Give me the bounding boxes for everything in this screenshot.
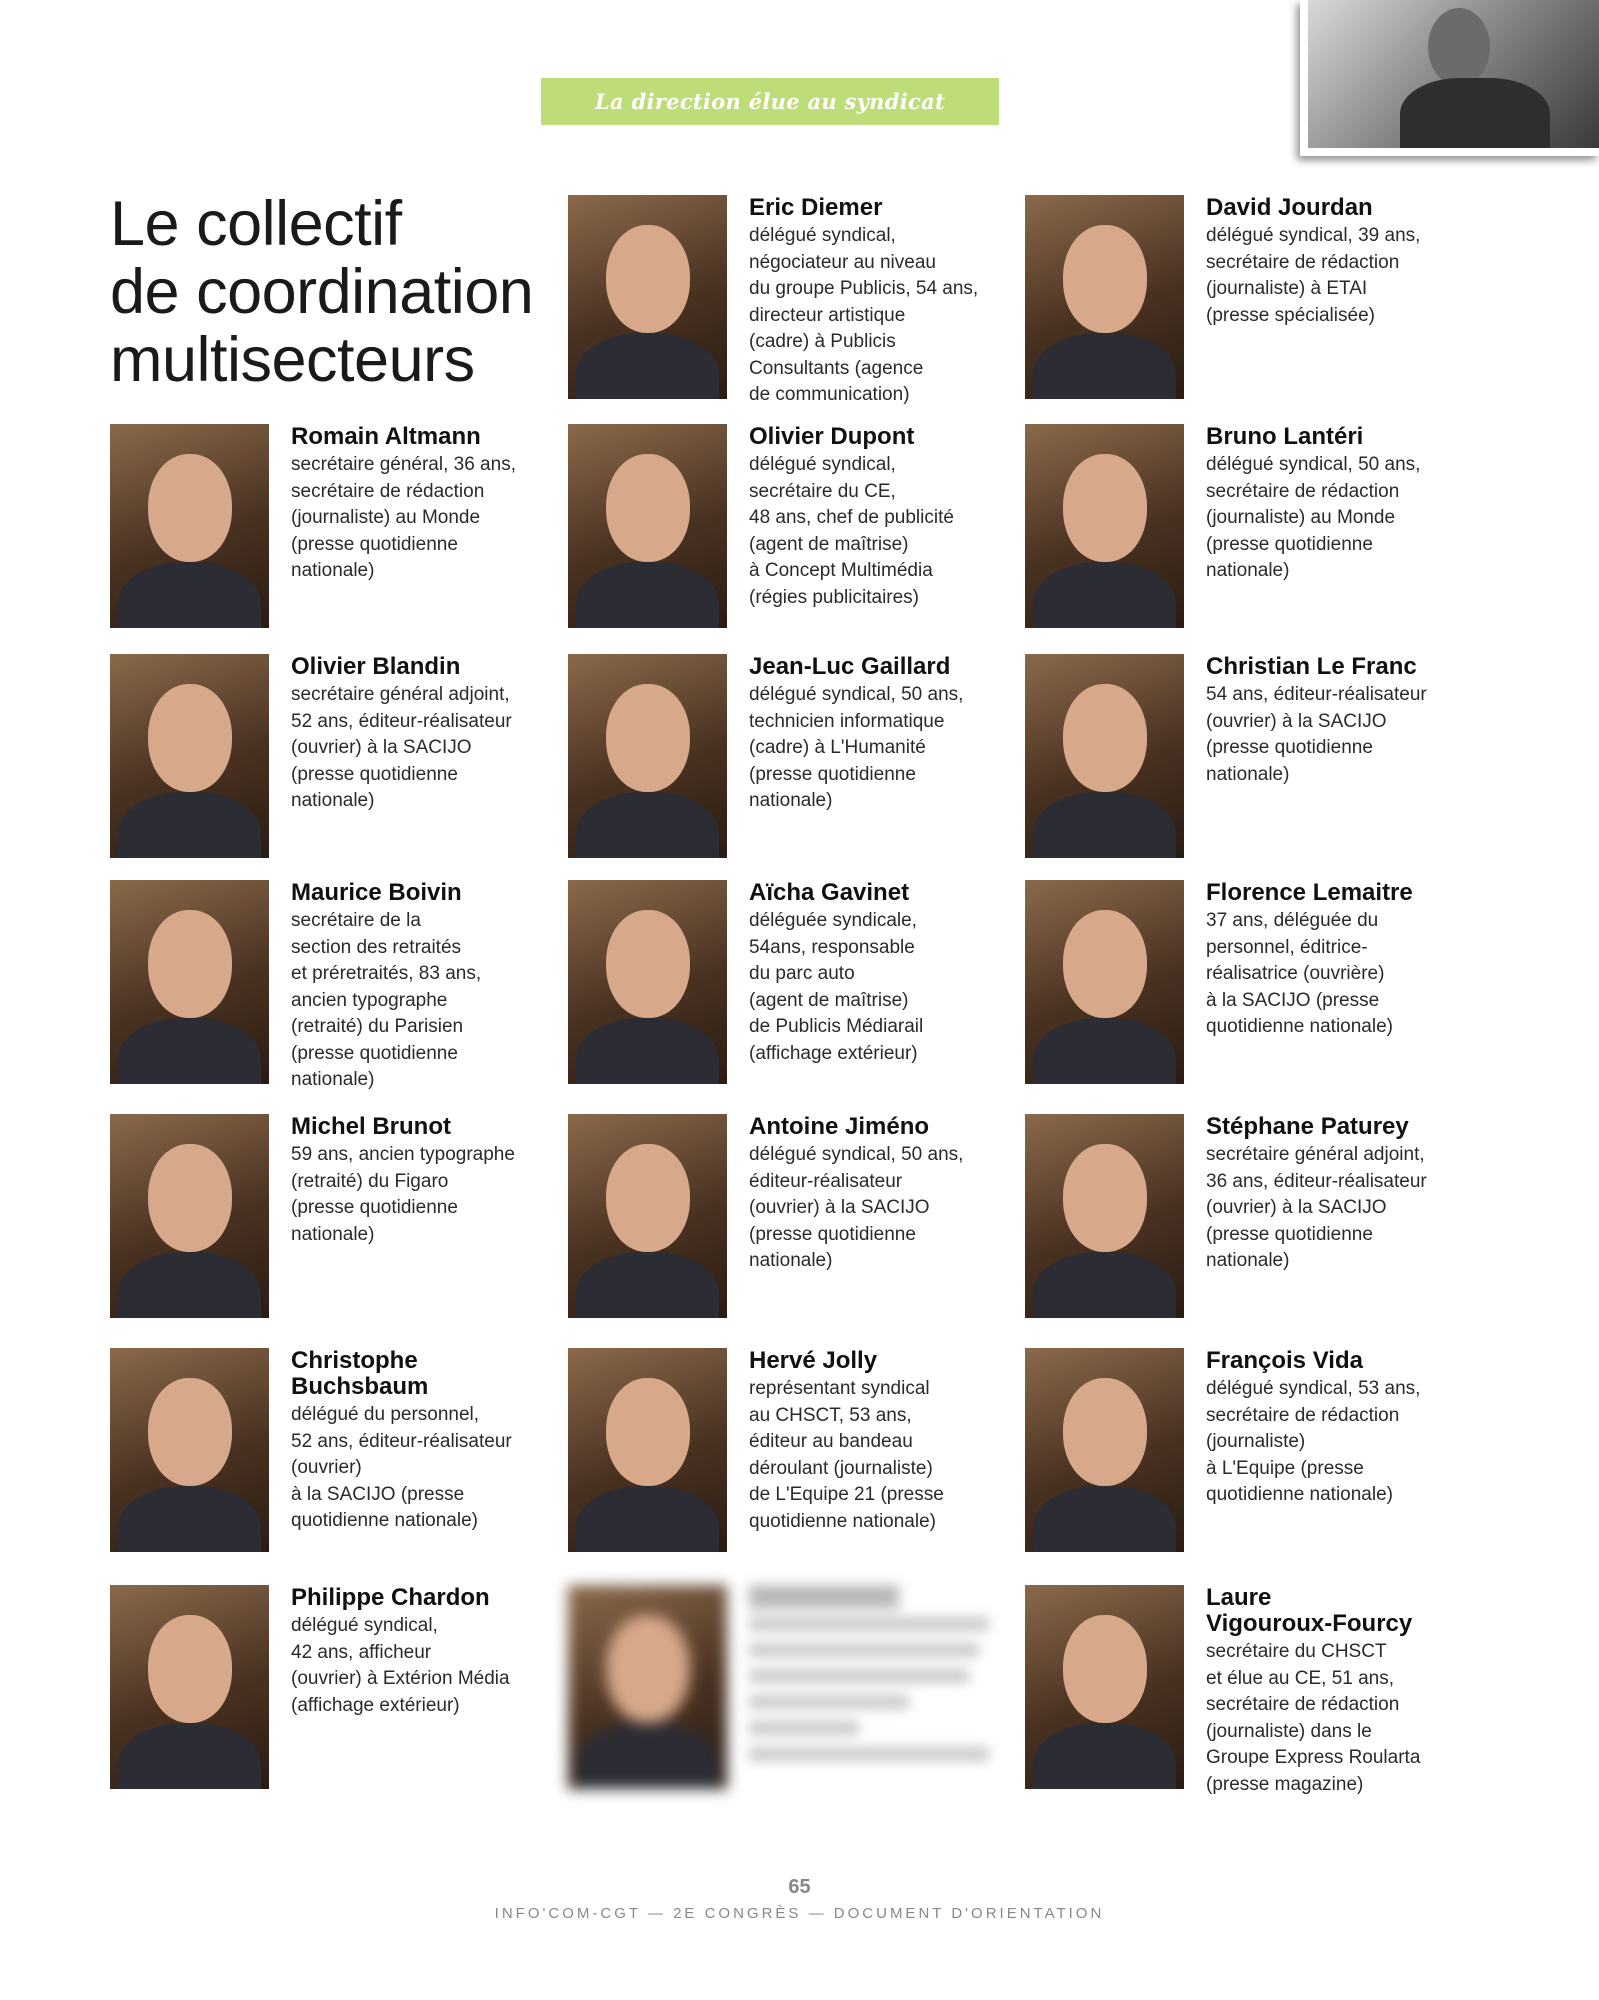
- person-photo: [1025, 1114, 1184, 1318]
- person-description: délégué du personnel, 52 ans, éditeur-réalisateur (ouvrier) à la SACIJO (presse quotidienne nationale): [291, 1404, 512, 1531]
- person-card: [568, 654, 1008, 864]
- person-photo: [110, 880, 269, 1084]
- person-photo: [110, 1348, 269, 1552]
- person-name: Bruno Lantéri: [1206, 423, 1364, 450]
- person-description: 59 ans, ancien typographe (retraité) du Figaro (presse quotidienne nationale): [291, 1144, 515, 1245]
- page-title-line-2: de coordination: [110, 257, 534, 327]
- person-photo: [110, 1585, 269, 1789]
- person-name: Philippe Chardon: [291, 1584, 490, 1611]
- person-photo: [110, 1114, 269, 1318]
- person-description: 54 ans, éditeur-réalisateur (ouvrier) à la SACIJO (presse quotidienne nationale): [1206, 684, 1427, 785]
- page-footer: INFO'COM-CGT — 2E CONGRÈS — DOCUMENT D'ORIENTATION: [494, 1905, 1105, 1922]
- person-card: [110, 1348, 550, 1558]
- person-card: [110, 1585, 550, 1795]
- person-photo: [1025, 1348, 1184, 1552]
- person-photo: [110, 654, 269, 858]
- person-card: [568, 1348, 1008, 1558]
- person-photo: [1025, 195, 1184, 399]
- section-banner: La direction élue au syndicat: [541, 78, 999, 125]
- person-description: secrétaire général adjoint, 52 ans, éditeur-réalisateur (ouvrier) à la SACIJO (presse quotidienne nationale): [291, 684, 512, 811]
- person-name: Stéphane Paturey: [1206, 1113, 1409, 1140]
- person-description: délégué syndical, 50 ans, éditeur-réalisateur (ouvrier) à la SACIJO (presse quotidienne nationale): [749, 1144, 964, 1271]
- person-card: [1025, 424, 1465, 634]
- person-name: Florence Lemaitre: [1206, 879, 1413, 906]
- person-name: Laure Vigouroux-Fourcy: [1206, 1584, 1413, 1637]
- person-name: Christophe Buchsbaum: [291, 1347, 429, 1400]
- person-description: secrétaire de la section des retraités et préretraités, 83 ans, ancien typographe (retraité) du Parisien (presse quotidienne nationale): [291, 910, 482, 1090]
- page-title: [110, 190, 550, 394]
- person-card: [1025, 195, 1465, 405]
- person-card: [110, 1114, 550, 1324]
- person-description: secrétaire général, 36 ans, secrétaire de rédaction (journaliste) au Monde (presse quotidienne nationale): [291, 454, 516, 581]
- redacted-text: [749, 1585, 1011, 1761]
- person-name: Jean-Luc Gaillard: [749, 653, 951, 680]
- person-photo: [568, 195, 727, 399]
- person-photo: [568, 654, 727, 858]
- person-name: Eric Diemer: [749, 194, 883, 221]
- person-photo: [1025, 880, 1184, 1084]
- person-photo: [568, 880, 727, 1084]
- person-name: Michel Brunot: [291, 1113, 451, 1140]
- person-name: Christian Le Franc: [1206, 653, 1417, 680]
- corner-photo-image: [1308, 0, 1599, 148]
- person-description: délégué syndical, 42 ans, afficheur (ouvrier) à Extérion Média (affichage extérieur): [291, 1615, 510, 1716]
- person-card: [1025, 1348, 1465, 1558]
- person-photo: [568, 1348, 727, 1552]
- person-card: [568, 1114, 1008, 1324]
- person-photo: [1025, 424, 1184, 628]
- person-card: [568, 195, 1008, 405]
- person-photo: [110, 424, 269, 628]
- person-description: représentant syndical au CHSCT, 53 ans, éditeur au bandeau déroulant (journaliste) de L'Equipe 21 (presse quotidienne nationale): [749, 1378, 944, 1532]
- person-card: [110, 424, 550, 634]
- person-name: Romain Altmann: [291, 423, 481, 450]
- person-card: [1025, 1114, 1465, 1324]
- person-name: Olivier Blandin: [291, 653, 461, 680]
- person-name: Aïcha Gavinet: [749, 879, 910, 906]
- person-photo-blurred: [568, 1585, 727, 1789]
- page-title-line-3: multisecteurs: [110, 325, 475, 395]
- person-description: délégué syndical, 50 ans, secrétaire de rédaction (journaliste) au Monde (presse quotidienne nationale): [1206, 454, 1421, 581]
- person-photo: [1025, 1585, 1184, 1789]
- person-card: [110, 880, 550, 1090]
- person-card: [1025, 654, 1465, 864]
- person-photo: [568, 424, 727, 628]
- person-name: François Vida: [1206, 1347, 1363, 1374]
- person-description: délégué syndical, 39 ans, secrétaire de rédaction (journaliste) à ETAI (presse spécialisée): [1206, 225, 1421, 326]
- person-card-redacted: [568, 1585, 1008, 1795]
- person-card: [1025, 1585, 1465, 1795]
- person-name: Hervé Jolly: [749, 1347, 878, 1374]
- person-card: [1025, 880, 1465, 1090]
- person-name: David Jourdan: [1206, 194, 1373, 221]
- person-card: [110, 654, 550, 864]
- person-card: [568, 424, 1008, 634]
- person-photo: [1025, 654, 1184, 858]
- page-title-line-1: Le collectif: [110, 189, 402, 259]
- person-description: déléguée syndicale, 54ans, responsable du parc auto (agent de maîtrise) de Publicis Médiarail (affichage extérieur): [749, 910, 924, 1064]
- corner-photo: [1300, 0, 1599, 156]
- person-photo: [568, 1114, 727, 1318]
- person-description: délégué syndical, 50 ans, technicien informatique (cadre) à L'Humanité (presse quotidienne nationale): [749, 684, 964, 811]
- page-number: 65: [788, 1876, 811, 1898]
- person-description: 37 ans, déléguée du personnel, éditrice- réalisatrice (ouvrière) à la SACIJO (presse quotidienne nationale): [1206, 910, 1393, 1037]
- person-description: délégué syndical, négociateur au niveau du groupe Publicis, 54 ans, directeur artistique (cadre) à Publicis Consultants (agence de communication): [749, 225, 979, 405]
- person-description: secrétaire général adjoint, 36 ans, éditeur-réalisateur (ouvrier) à la SACIJO (presse quotidienne nationale): [1206, 1144, 1427, 1271]
- person-card: [568, 880, 1008, 1090]
- person-description: secrétaire du CHSCT et élue au CE, 51 ans, secrétaire de rédaction (journaliste) dans le Groupe Express Roularta (presse magazine): [1206, 1641, 1421, 1795]
- person-description: délégué syndical, secrétaire du CE, 48 ans, chef de publicité (agent de maîtrise) à Concept Multimédia (régies publicitaires): [749, 454, 954, 608]
- person-description: délégué syndical, 53 ans, secrétaire de rédaction (journaliste) à L'Equipe (presse quotidienne nationale): [1206, 1378, 1421, 1505]
- person-name: Antoine Jiméno: [749, 1113, 930, 1140]
- person-name: Olivier Dupont: [749, 423, 915, 450]
- person-name: Maurice Boivin: [291, 879, 462, 906]
